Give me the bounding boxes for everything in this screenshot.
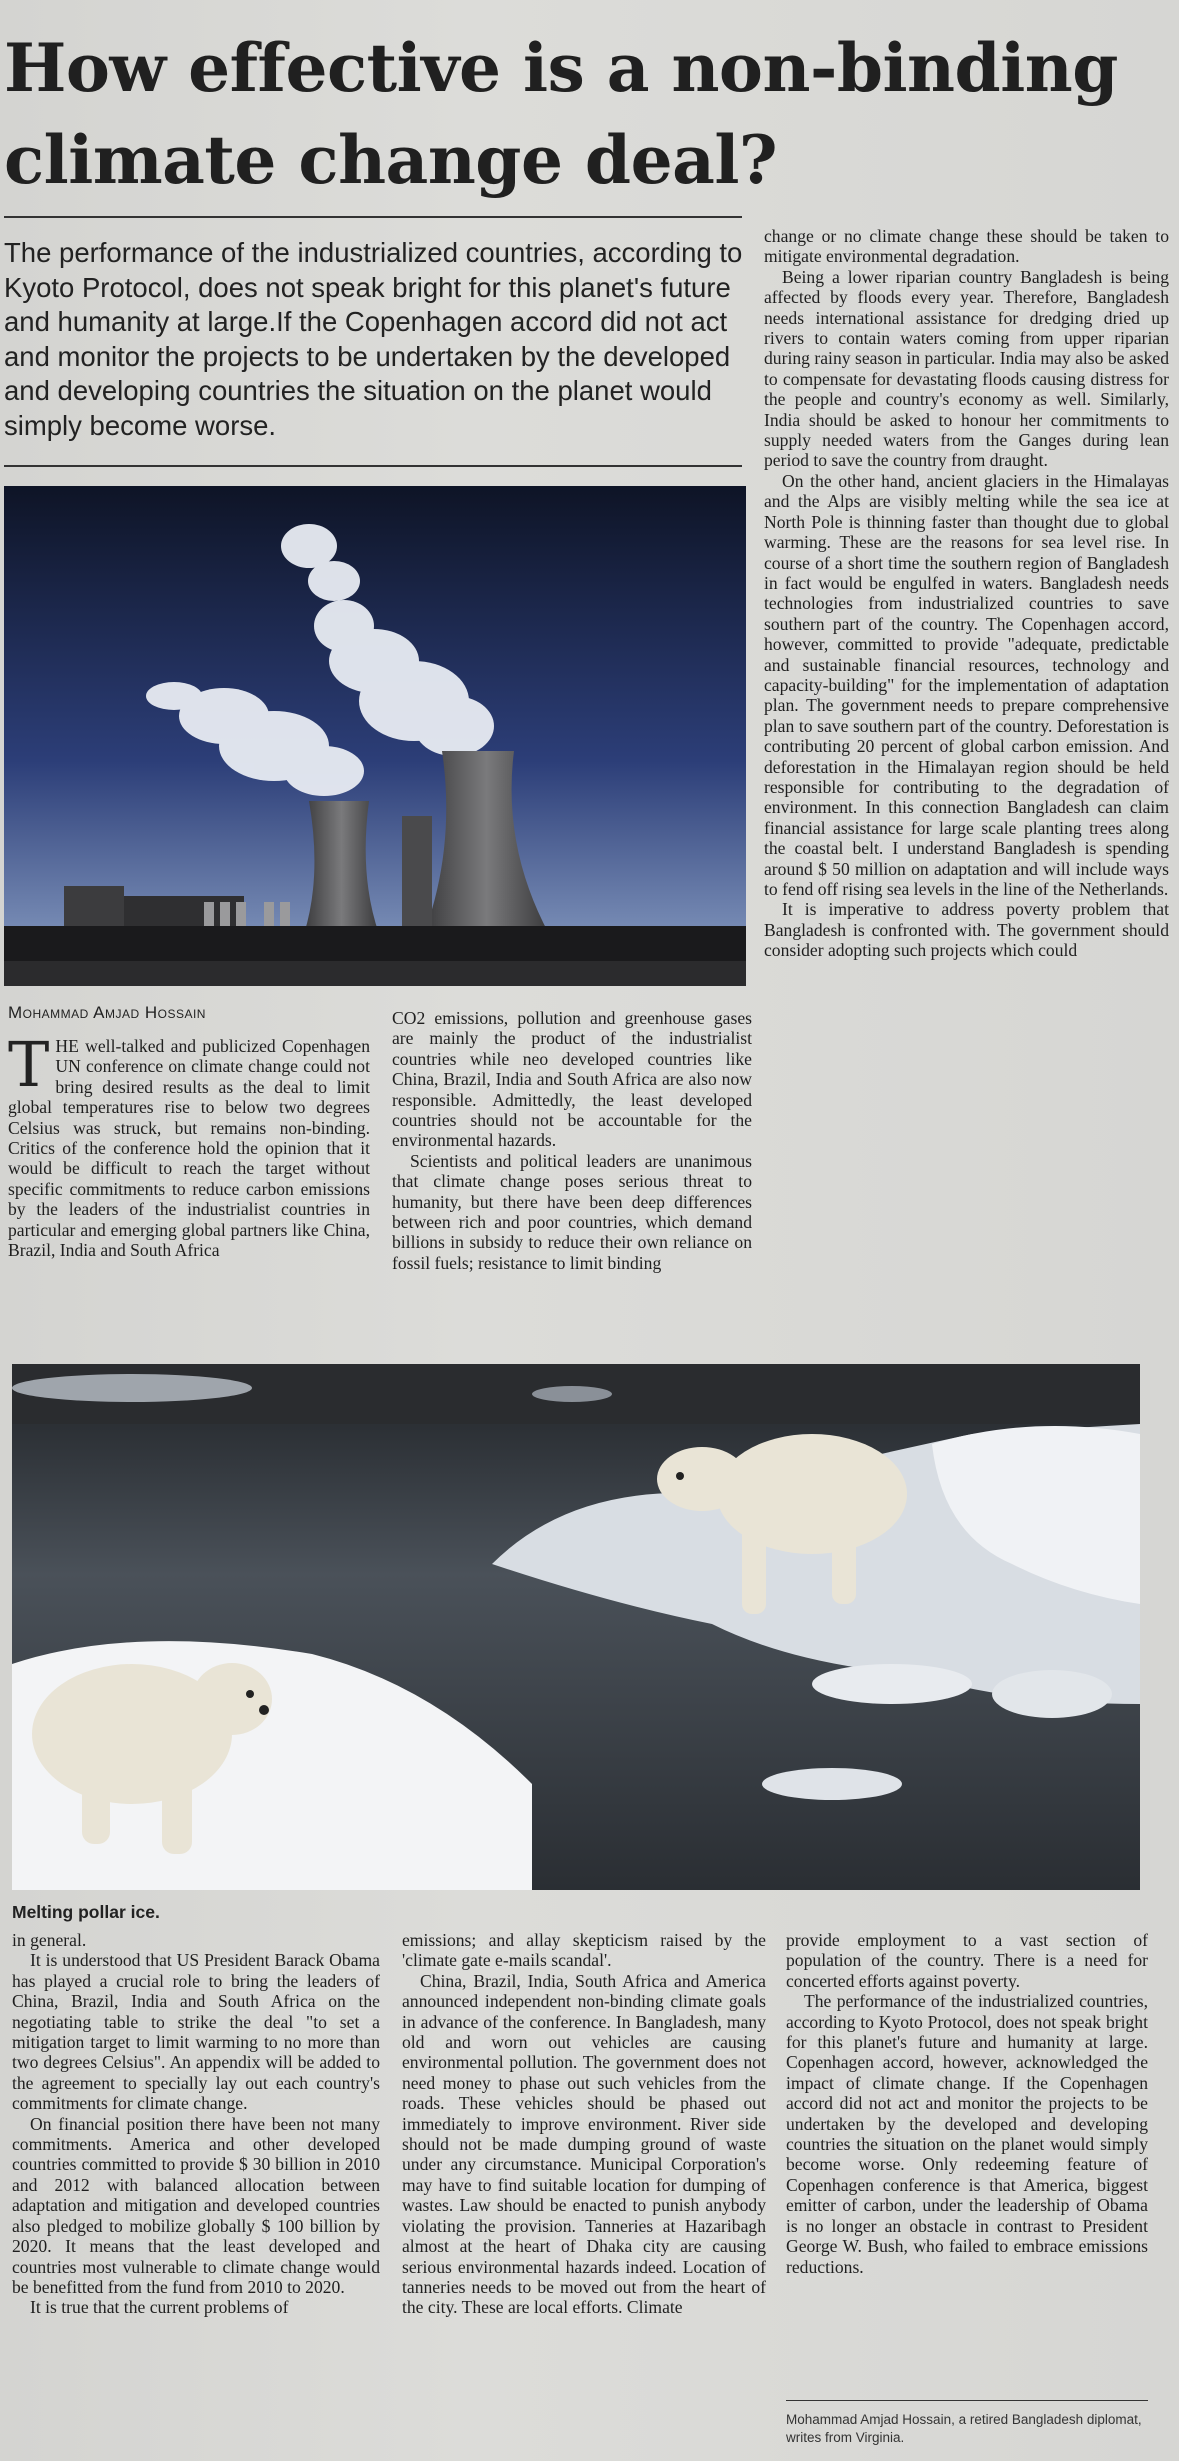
lower-column-2-paragraph-1: emissions; and allay skepticism raised by the 'climate gate e-mails scandal'. [402,1930,766,1971]
column-2-paragraph-2: Scientists and political leaders are unanimous that climate change poses serious threat to humanity, but there have been deep differences between rich and poor countries, which demand billions in subsidy to reduce their own reliance on fossil fuels; resistance to limit binding [392,1150,752,1273]
lower-column-2 [402,1930,766,2318]
headline: How effective is a non-binding climate change deal? [4,29,1118,199]
standfirst: The performance of the industrialized countries, according to Kyoto Protocol, does not speak bright for this planet's future and humanity at large.If the Copenhagen accord did not act and monitor the projects to be undertaken by the developed and developing countries the situation on the planet would simply become worse. [4,237,743,441]
column-1-paragraph: THE well-talked and publicized Copenhagen UN conference on climate change could not bring desired results as the deal to limit global temperatures rise to below two degrees Celsius was struck, but remains non-binding. Critics of the conference hold the opinion that it would be difficult to reach the target without specific commitments to reduce carbon emissions by the leaders of the industrialist countries in particular and emerging global partners like China, Brazil, India and South Africa [8,1028,370,1261]
lower-column-3 [786,1930,1148,2277]
polar-bears-photo [12,1364,1140,1890]
drop-cap: T [8,1028,50,1101]
lower-column-3-paragraph-1: provide employment to a vast section of population of the country. There is a need for concerted efforts against poverty. [786,1930,1148,1991]
lower-column-1-paragraph-1: It is understood that US President Barack Obama has played a crucial role to bring the leaders of China, Brazil, India and South Africa on the negotiating table to strike the deal "to set a mitigation target to limit warming to no more than two degrees Celsius". An appendix will be added to the agreement to specially lay out each country's commitments for climate change. [12,1950,380,2114]
lower-column-1-paragraph-3: It is true that the current problems of [30,2297,289,2318]
lower-column-1 [12,1930,380,2318]
byline: Mohammad Amjad Hossain [8,1003,206,1022]
column-3-paragraph-2: Being a lower riparian country Bangladesh is being affected by floods every year. Therefore, Bangladesh needs international assistance for dredging dried up rivers to contain waters coming from upper riparian during rainy season in particular. India may also be asked to compensate for devastating floods causing distress for the people and country's economy as well. Similarly, India should be asked to honour her commitments to supply needed waters from the Ganges during lean period to save the country from draught. [764,266,1169,471]
upper-column-3 [764,226,1169,961]
column-3-paragraph-1: change or no climate change these should be taken to mitigate environmental degradation. [764,226,1169,267]
lower-column-2-paragraph-2: China, Brazil, India, South Africa and America announced independent non-binding climate goals in advance of the conference. In Bangladesh, many old and worn out vehicles are causing environmental pollution. The government does not need money to phase out such vehicles from the roads. These vehicles should be phased out immediately to improve environment. River side should not be made dumping ground of waste under any circumstance. Municipal Corporation's may have to find suitable location for dumping of wastes. Law should be enacted to punish anybody violating the provision. Tanneries at Hazaribagh almost at the heart of Dhaka city are causing serious environmental hazards indeed. Location of tanneries needs to be moved out from the heart of the city. These are local efforts. Climate [402,1970,766,2318]
column-3-paragraph-4: It is imperative to address poverty problem that Bangladesh is confronted with. The government should consider adopting such projects which could [764,899,1169,961]
author-note-rule [786,2400,1148,2401]
author-note: Mohammad Amjad Hossain, a retired Bangladesh diplomat, writes from Virginia. [786,2412,1142,2445]
standfirst-rule [4,465,742,467]
photo-caption: Melting pollar ice. [12,1902,160,1922]
upper-column-2 [392,1008,752,1273]
lower-column-3-paragraph-2: The performance of the industrialized countries, according to Kyoto Protocol, does not speak bright for this planet's future and humanity at large. Copenhagen accord, however, acknowledged the impact of climate change. If the Copenhagen accord did not act and monitor the projects to be undertaken by the developed and developing countries the situation on the planet would simply become worse. Only redeeming feature of Copenhagen conference is that America, biggest emitter of carbon, under the leadership of Obama is no longer an obstacle in contrast to President George W. Bush, who failed to embrace emissions reductions. [786,1991,1148,2277]
headline-rule [4,216,742,218]
column-2-paragraph-1: CO2 emissions, pollution and greenhouse gases are mainly the product of the industrialist countries while neo developed countries like China, Brazil, India and South Africa are also now responsible. Admittedly, the least developed countries should not be accountable for the environmental hazards. [392,1008,752,1151]
upper-column-1 [8,1028,370,1261]
column-3-paragraph-3: On the other hand, ancient glaciers in the Himalayas and the Alps are visibly melting while the sea ice at North Pole is thinning faster than thought due to global warming. These are the reasons for sea level rise. In course of a short time the southern region of Bangladesh in fact would be engulfed in waters. Bangladesh needs technologies from industrialized countries to save southern part of the country. The Copenhagen accord, however, committed to provide "adequate, predictable and sustainable financial resources, technology and capacity-building" for the implementation of adaptation plan. The government needs to prepare comprehensive plan to save southern part of the country. Deforestation is contributing 20 percent of global carbon emission. And deforestation in the Himalayan region should be held responsible for contributing to the degradation of environment. In this connection Bangladesh can claim financial assistance for large scale planting trees along the coastal belt. I understand Bangladesh is spending around $ 50 million on adaptation and will include ways to fend off rising sea levels in the line of the Netherlands. [764,470,1169,899]
lower-column-1-lead: in general. [12,1930,87,1950]
lower-column-1-paragraph-2: On financial position there have been not many commitments. America and other developed countries committed to provide $ 30 billion in 2010 and 2012 with balanced allocation between adaptation and mitigation and developed countries also pledged to mobilize globally $ 100 billion by 2020. It means that the least developed and countries most vulnerable to climate change would be benefitted from the fund from 2010 to 2020. [12,2113,380,2297]
power-plant-photo [4,486,746,986]
